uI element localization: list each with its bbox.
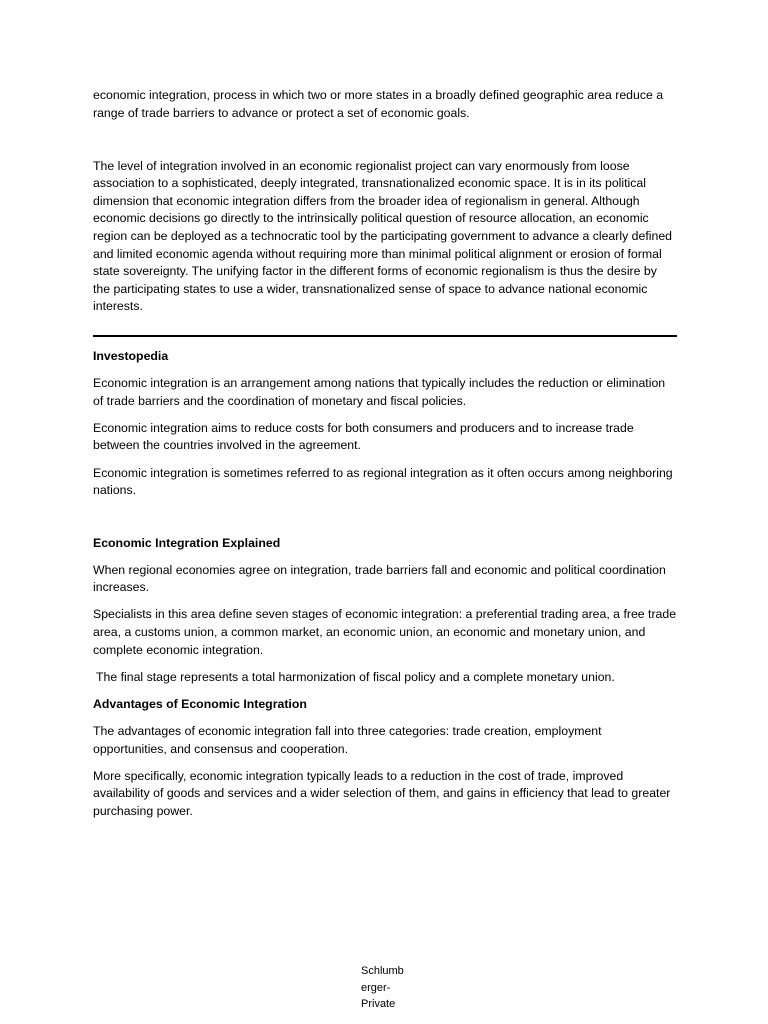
horizontal-rule [93,335,677,337]
document-body [93,87,677,830]
classification-footer: Schlumb erger- Private [361,965,404,1010]
regionalism-paragraph: The level of integration involved in an economic regionalist project can vary enormously from loose association to a sophisticated, deeply integrated, transnationalized economic space. It is in its political dimension that economic integration differs from the broader idea of regionalism in general. Although economic decisions go directly to the intrinsically political question of resource allocation, an economic region can be deployed as a technocratic tool by the participating government to advance a clearly defined and limited economic agenda without requiring more than minimal political alignment or erosion of formal state sovereignty. The unifying factor in the different forms of economic regionalism is thus the desire by the participating states to use a wider, transnationalized sense of space to advance national economic interests. [93,158,673,314]
investopedia-point: Economic integration aims to reduce costs for both consumers and producers and to increase trade between the countries involved in the agreement. [93,420,634,453]
explained-paragraph: When regional economies agree on integration, trade barriers fall and economic and political coordination increases. [93,562,666,595]
advantages-heading: Advantages of Economic Integration [93,696,307,711]
advantages-paragraph: The advantages of economic integration fall into three categories: trade creation, employment opportunities, and consensus and cooperation. [93,723,602,756]
definition-paragraph: economic integration, process in which two or more states in a broadly defined geographic area reduce a range of trade barriers to advance or protect a set of economic goals. [93,88,664,120]
investopedia-heading: Investopedia [93,349,169,364]
paragraph-spacer [93,132,677,158]
explained-paragraph: Specialists in this area define seven stages of economic integration: a preferential trading area, a free trade area, a customs union, a common market, an economic union, an economic and monetary union, and complete economic integration. [93,607,677,657]
explained-paragraph: The final stage represents a total harmonization of fiscal policy and a complete monetary union. [96,669,615,684]
advantages-paragraph: More specifically, economic integration typically leads to a reduction in the cost of trade, improved availability of goods and services and a wider selection of them, and gains in efficiency that lead to greater purchasing power. [93,768,671,818]
investopedia-point: Economic integration is an arrangement among nations that typically includes the reduction or elimination of trade barriers and the coordination of monetary and fiscal policies. [93,376,666,408]
investopedia-point: Economic integration is sometimes referred to as regional integration as it often occurs among neighboring nations. [93,465,673,498]
explained-heading: Economic Integration Explained [93,535,281,550]
